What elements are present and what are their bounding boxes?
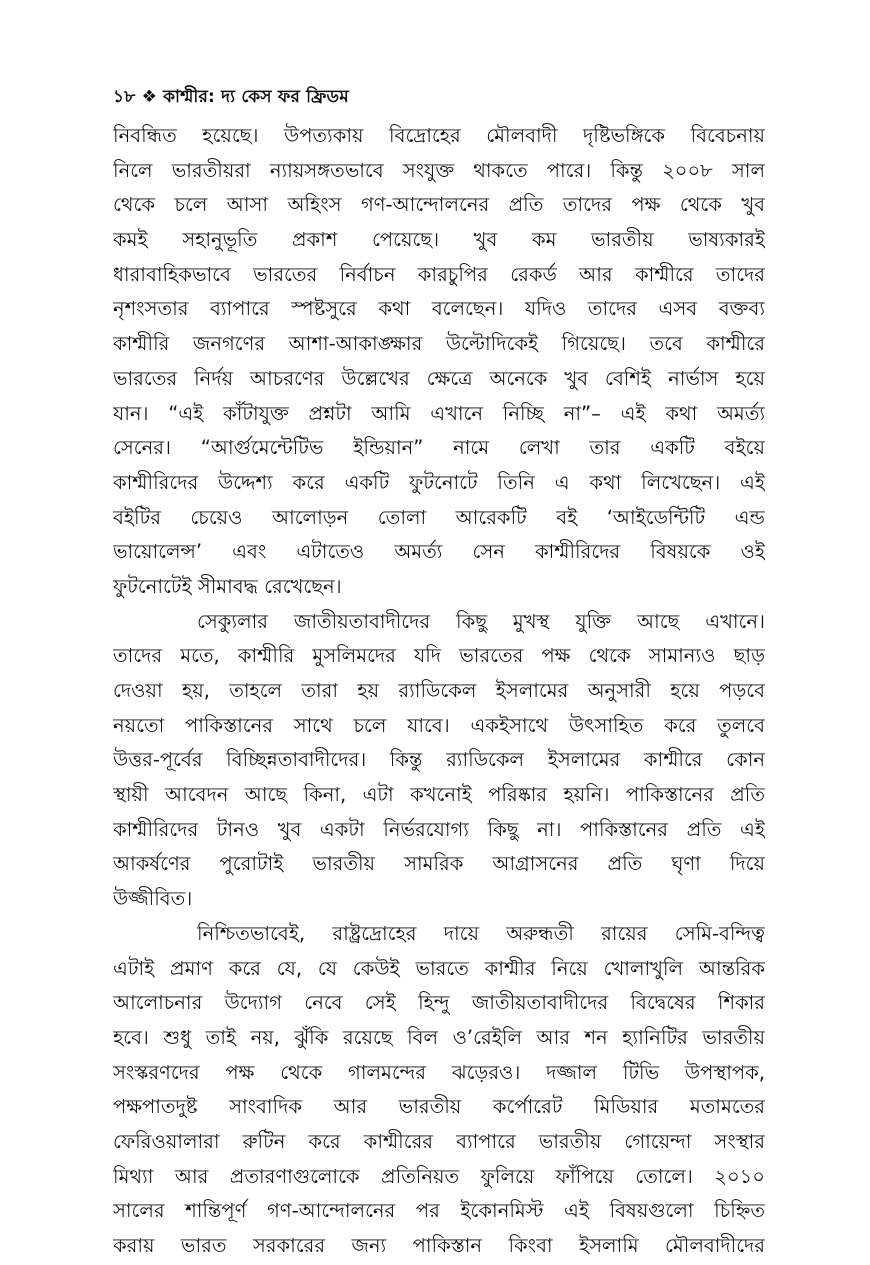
text-line: এটাই প্রমাণ করে যে, যে কেউই ভারতে কাশ্মীর নিয়ে খোলাখুলি আন্তরিক: [113, 956, 765, 980]
text-line: পক্ষপাতদুষ্ট সাংবাদিক আর ভারতীয় কর্পোরেট মিডিয়ার মতামতের: [113, 1095, 765, 1119]
text-line: মিথ্যা আর প্রতারণাগুলোকে প্রতিনিয়ত ফুলিয়ে ফাঁপিয়ে তোলে। ২০১০: [113, 1164, 765, 1188]
text-line: ফেরিওয়ালারা রুটিন করে কাশ্মীরের ব্যাপারে ভারতীয় গোয়েন্দা সংস্থার: [113, 1129, 765, 1153]
text-line: বইটির চেয়েও আলোড়ন তোলা আরেকটি বই ‘আইডেন্টিটি এন্ড: [113, 505, 765, 529]
text-line: নয়তো পাকিস্তানের সাথে চলে যাবে। একইসাথে উৎসাহিত করে তুলবে: [113, 713, 765, 737]
paragraph-first-line: নিশ্চিতভাবেই, রাষ্ট্রদ্রোহের দায়ে অরুন্ধতী রায়ের সেমি-বন্দিত্ব: [197, 921, 765, 945]
text-line: ভায়োলেন্স’ এবং এটাতেও অমর্ত্য সেন কাশ্মীরিদের বিষয়কে ওই: [113, 540, 765, 564]
text-line: কমই সহানুভূতি প্রকাশ পেয়েছে। খুব কম ভারতীয় ভাষ্যকারই: [113, 228, 765, 252]
text-line: যান। “এই কাঁটাযুক্ত প্রশ্নটা আমি এখানে নিচ্ছি না”– এই কথা অমর্ত্য: [113, 401, 765, 425]
text-line: নিবন্ধিত হয়েছে। উপত্যকায় বিদ্রোহের মৌলবাদী দৃষ্টিভঙ্গিকে বিবেচনায়: [113, 124, 765, 147]
text-line: সেনের। “আর্গুমেন্টেটিভ ইন্ডিয়ান” নামে লেখা তার একটি বইয়ে: [113, 436, 765, 460]
text-line: কাশ্মীরিদের উদ্দেশ্য করে একটি ফুটনোটে তিনি এ কথা লিখেছেন। এই: [113, 470, 765, 494]
text-line: দেওয়া হয়, তাহলে তারা হয় র‍্যাডিকেল ইসলামের অনুসারী হয়ে পড়বে: [113, 679, 765, 702]
text-line: কাশ্মীরিদের টানও খুব একটা নির্ভরযোগ্য কিছু না। পাকিস্তানের প্রতি এই: [113, 817, 765, 841]
text-line: নিলে ভারতীয়রা ন্যায়সঙ্গতভাবে সংযুক্ত থাকতে পারে। কিন্তু ২০০৮ সাল: [113, 158, 765, 182]
text-line: হবে। শুধু তাই নয়, ঝুঁকি রয়েছে বিল ও’রেইলি আর শন হ্যানিটির ভারতীয়: [113, 1025, 765, 1049]
text-line: স্থায়ী আবেদন আছে কিনা, এটা কখনোই পরিষ্কার হয়নি। পাকিস্তানের প্রতি: [113, 783, 765, 807]
text-line: থেকে চলে আসা অহিংস গণ-আন্দোলনের প্রতি তাদের পক্ষ থেকে খুব: [113, 193, 765, 217]
text-line: কাশ্মীরি জনগণের আশা-আকাঙ্ক্ষার উল্টোদিকেই গিয়েছে। তবে কাশ্মীরে: [113, 332, 765, 356]
text-line: ভারতের নির্দয় আচরণের উল্লেখের ক্ষেত্রে অনেকে খুব বেশিই নার্ভাস হয়ে: [113, 366, 765, 390]
text-line: সংস্করণদের পক্ষ থেকে গালমন্দের ঝড়েরও। দজ্জাল টিভি উপস্থাপক,: [113, 1060, 765, 1084]
running-header: ১৮ ❖ কাশ্মীর: দ্য কেস ফর ফ্রিডম: [113, 87, 349, 107]
text-line: তাদের মতে, কাশ্মীরি মুসলিমদের যদি ভারতের পক্ষ থেকে সামান্যও ছাড়: [113, 644, 765, 668]
body-text: [113, 119, 765, 1264]
text-line: ধারাবাহিকভাবে ভারতের নির্বাচন কারচুপির রেকর্ড আর কাশ্মীরে তাদের: [113, 262, 765, 286]
text-line: নৃশংসতার ব্যাপারে স্পষ্টসুরে কথা বলেছেন। যদিও তাদের এসব বক্তব্য: [113, 297, 765, 321]
paragraph-first-line: সেক্যুলার জাতীয়তাবাদীদের কিছু মুখস্থ যুক্তি আছে এখানে।: [197, 609, 765, 633]
text-line: আলোচনার উদ্যোগ নেবে সেই হিন্দু জাতীয়তাবাদীদের বিদ্বেষের শিকার: [113, 991, 765, 1015]
text-line: সালের শান্তিপূর্ণ গণ-আন্দোলনের পর ইকোনমিস্ট এই বিষয়গুলো চিহ্নিত: [113, 1199, 765, 1223]
paragraph-end-line: ফুটনোটেই সীমাবদ্ধ রেখেছেন।: [113, 574, 342, 598]
text-line: উত্তর-পূর্বের বিচ্ছিন্নতাবাদীদের। কিন্তু র‍্যাডিকেল ইসলামের কাশ্মীরে কোন: [113, 748, 765, 772]
text-line: করায় ভারত সরকারের জন্য পাকিস্তান কিংবা ইসলামি মৌলবাদীদের: [113, 1234, 765, 1257]
text-line: আকর্ষণের পুরোটাই ভারতীয় সামরিক আগ্রাসনের প্রতি ঘৃণা দিয়ে: [113, 852, 765, 876]
paragraph-end-line: উজ্জীবিত।: [113, 887, 193, 911]
